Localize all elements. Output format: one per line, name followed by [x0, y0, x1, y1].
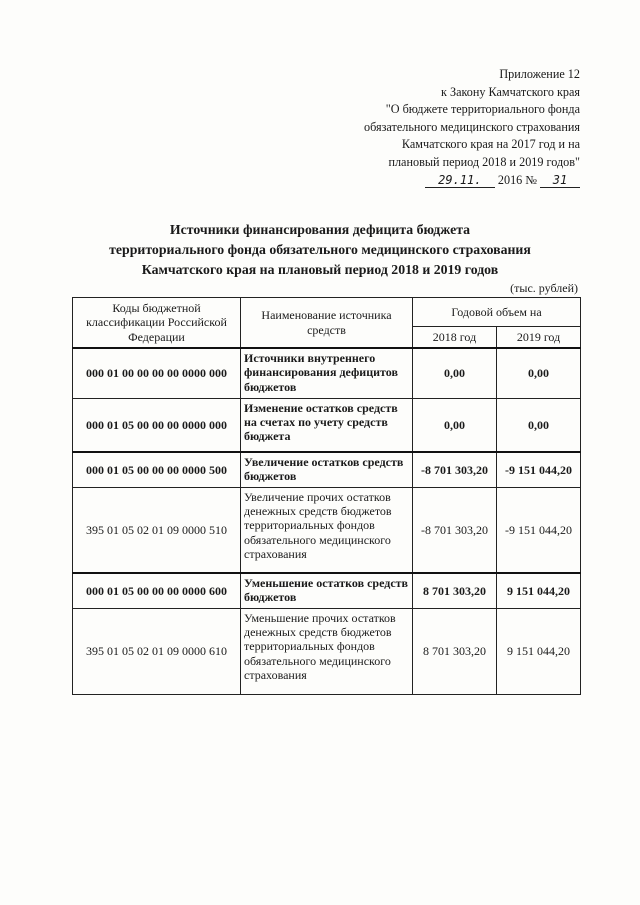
appendix-law-title-3: Камчатского края на 2017 год и на [401, 137, 580, 152]
law-date-number [364, 172, 580, 190]
table-row [73, 348, 581, 398]
row-value-2018: 8 701 303,20 [413, 608, 497, 694]
row-name: Изменение остатков средств на счетах по учету средств бюджета [241, 398, 413, 452]
financing-sources-table [72, 297, 581, 695]
document-title [0, 220, 640, 280]
row-code: 395 01 05 02 01 09 0000 610 [73, 608, 241, 694]
row-name: Увеличение остатков средств бюджетов [241, 452, 413, 487]
row-name: Уменьшение прочих остатков денежных средств бюджетов территориальных фондов обязательного медицинского страхования [241, 608, 413, 694]
row-code: 000 01 05 00 00 00 0000 500 [73, 452, 241, 487]
handwritten-date: 29.11. [425, 173, 495, 188]
row-code: 000 01 05 00 00 00 0000 600 [73, 573, 241, 608]
units-label: (тыс. рублей) [510, 281, 578, 295]
title-line-2: территориального фонда обязательного медицинского страхования [109, 242, 531, 257]
row-name: Увеличение прочих остатков денежных средств бюджетов территориальных фондов обязательного медицинского страхования [241, 487, 413, 573]
row-value-2019: 0,00 [497, 398, 581, 452]
title-line-1: Источники финансирования дефицита бюджета [169, 222, 471, 237]
row-value-2018: 0,00 [413, 348, 497, 398]
row-value-2018: -8 701 303,20 [413, 452, 497, 487]
header-annual-volume: Годовой объем на [413, 298, 581, 327]
header-source-name: Наименование источника средств [241, 298, 413, 349]
row-name: Уменьшение остатков средств бюджетов [241, 573, 413, 608]
table-row [73, 573, 581, 608]
appendix-law-title-4: плановый период 2018 и 2019 годов" [388, 154, 580, 169]
row-value-2019: 0,00 [497, 348, 581, 398]
row-code: 395 01 05 02 01 09 0000 510 [73, 487, 241, 573]
table-row [73, 398, 581, 452]
row-value-2019: -9 151 044,20 [497, 487, 581, 573]
table-row [73, 608, 581, 694]
appendix-law: к Закону Камчатского края [441, 84, 580, 99]
table-row [73, 452, 581, 487]
table-row [73, 487, 581, 573]
row-value-2018: -8 701 303,20 [413, 487, 497, 573]
row-value-2019: 9 151 044,20 [497, 573, 581, 608]
row-value-2019: 9 151 044,20 [497, 608, 581, 694]
row-name: Источники внутреннего финансирования дефицитов бюджетов [241, 348, 413, 398]
header-year-2018: 2018 год [413, 327, 497, 349]
appendix-law-title-1: "О бюджете территориального фонда [385, 102, 580, 117]
header-year-2019: 2019 год [497, 327, 581, 349]
row-code: 000 01 05 00 00 00 0000 000 [73, 398, 241, 452]
appendix-number: Приложение 12 [499, 67, 580, 81]
row-code: 000 01 00 00 00 00 0000 000 [73, 348, 241, 398]
title-line-3: Камчатского края на плановый период 2018 и 2019 годов [141, 262, 499, 277]
row-value-2019: -9 151 044,20 [497, 452, 581, 487]
header-codes: Коды бюджетной классификации Российской Федерации [73, 298, 241, 349]
handwritten-law-number: 31 [540, 173, 580, 188]
appendix-law-title-2: обязательного медицинского страхования [364, 119, 580, 134]
law-year-label: 2016 № [497, 172, 537, 187]
row-value-2018: 8 701 303,20 [413, 573, 497, 608]
appendix-header [364, 66, 580, 189]
row-value-2018: 0,00 [413, 398, 497, 452]
